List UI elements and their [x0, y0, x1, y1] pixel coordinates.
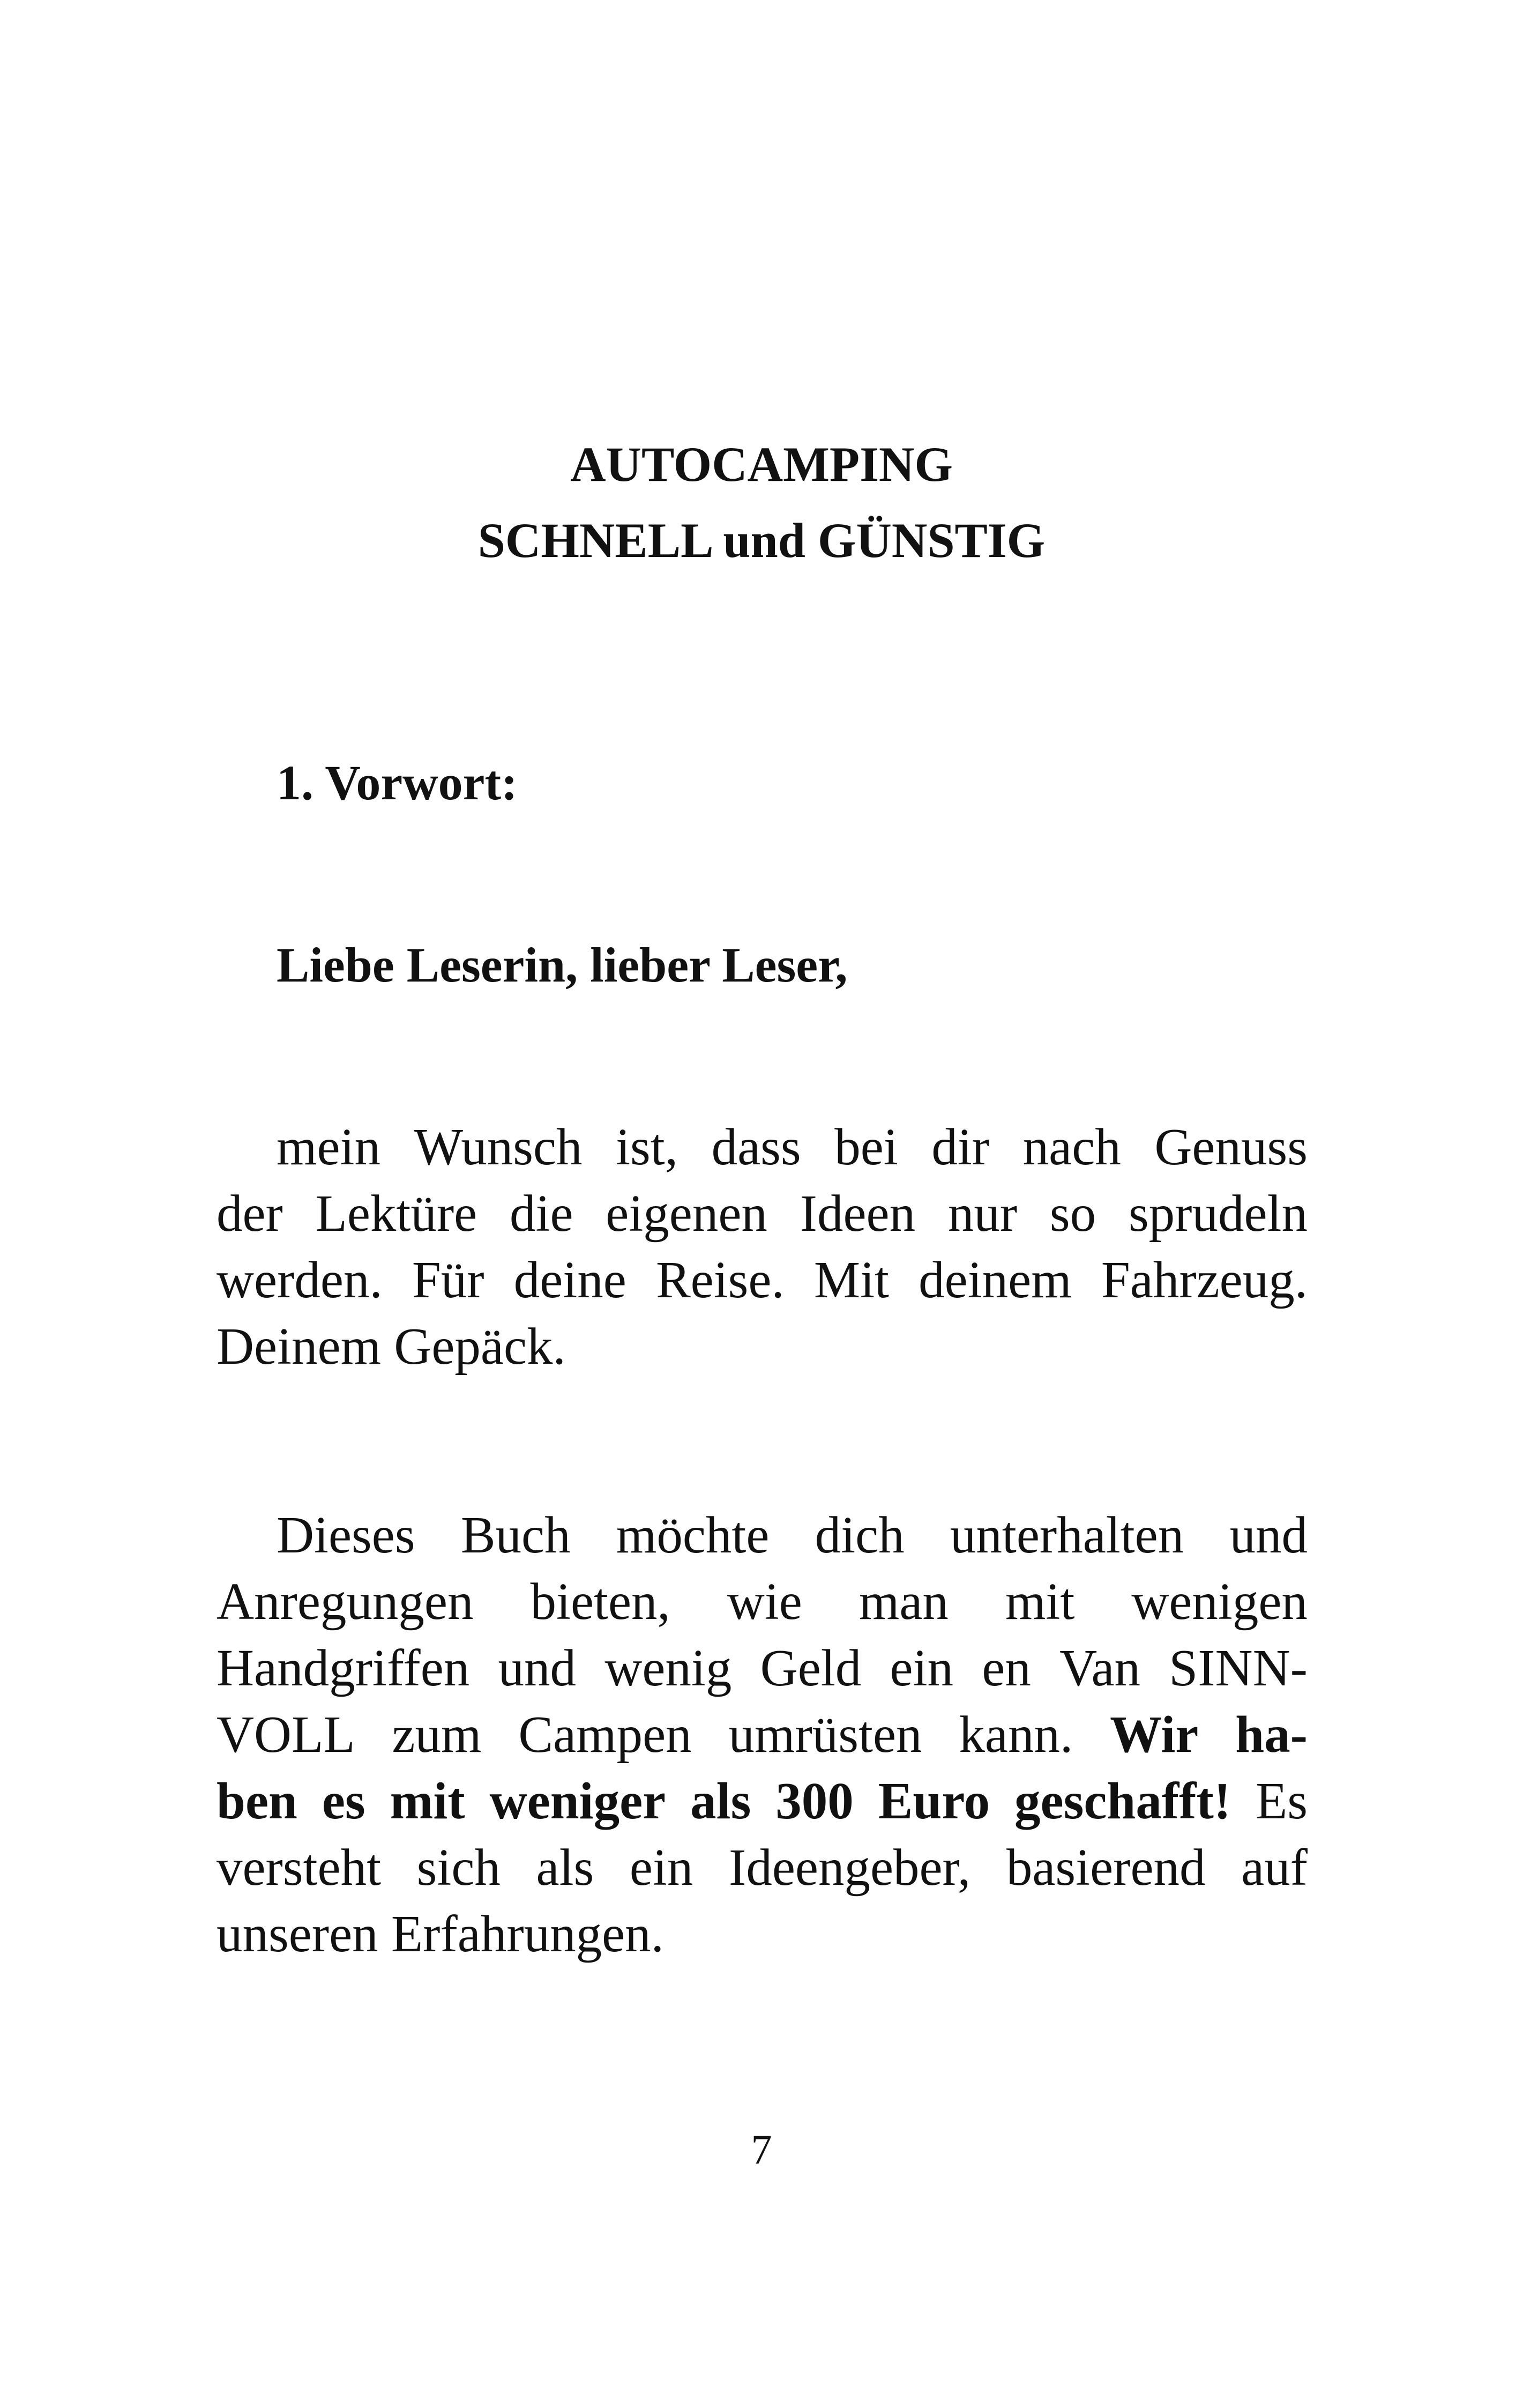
word: umrüsten [728, 1706, 922, 1763]
paragraph-2-line-7 [216, 1901, 1308, 1967]
word: Anregungen [216, 1573, 474, 1630]
word: wenig [604, 1639, 732, 1697]
word: wenigen [1131, 1573, 1308, 1630]
bold-word: geschafft! [1014, 1772, 1231, 1830]
paragraph-2-line-3 [216, 1635, 1308, 1701]
word: und [1229, 1506, 1308, 1564]
word: versteht [216, 1839, 382, 1896]
word: Buch [460, 1506, 571, 1564]
paragraph-1-line-3 [216, 1247, 1308, 1313]
word: Mit [813, 1251, 890, 1309]
bold-word: 300 [775, 1772, 854, 1830]
word: SINN- [1169, 1639, 1308, 1697]
paragraph-2-line-6 [216, 1834, 1308, 1901]
line-text: unseren Erfahrungen. [216, 1905, 664, 1963]
line-text: Deinem Gepäck. [216, 1318, 566, 1375]
word: ein [629, 1839, 693, 1896]
word: auf [1241, 1839, 1308, 1896]
bold-word: weniger [489, 1772, 666, 1830]
bold-word: es [322, 1772, 365, 1830]
greeting: Liebe Leserin, lieber Leser, [277, 938, 848, 992]
word: so [1049, 1185, 1096, 1242]
paragraph-1 [216, 1114, 1308, 1380]
word: Handgriffen [216, 1639, 470, 1697]
word: ein [890, 1639, 954, 1697]
paragraph-1-line-4 [216, 1313, 1308, 1380]
word: Van [1059, 1639, 1141, 1697]
title-line-2: SCHNELL und GÜNSTIG [477, 513, 1046, 568]
word: mit [1005, 1573, 1075, 1630]
word: mein [277, 1118, 380, 1176]
paragraph-2-line-4 [216, 1701, 1308, 1768]
paragraph-2 [216, 1502, 1308, 1967]
word: man [858, 1573, 949, 1630]
word: Campen [518, 1706, 692, 1763]
word: unterhalten [950, 1506, 1184, 1564]
bold-word: ben [216, 1772, 297, 1830]
bold-word: als [690, 1772, 751, 1830]
word: Für [412, 1251, 484, 1309]
bold-word: Wir [1110, 1706, 1199, 1763]
word: Geld [760, 1639, 862, 1697]
word: der [216, 1185, 283, 1242]
word: möchte [616, 1506, 770, 1564]
word: en [982, 1639, 1031, 1697]
paragraph-2-line-2 [216, 1569, 1308, 1635]
word: werden. [216, 1251, 383, 1309]
word: Genuss [1154, 1118, 1308, 1176]
word: wie [727, 1573, 802, 1630]
word: kann. [959, 1706, 1073, 1763]
page-number: 7 [751, 2126, 772, 2173]
word: sich [416, 1839, 501, 1896]
word: Dieses [277, 1506, 415, 1564]
word: als [536, 1839, 594, 1896]
word: dir [931, 1118, 990, 1176]
word: ist, [616, 1118, 678, 1176]
title-line-1: AUTOCAMPING [570, 437, 953, 492]
paragraph-1-line-2 [216, 1180, 1308, 1247]
word: die [510, 1185, 573, 1242]
word: dass [711, 1118, 801, 1176]
word: Lektüre [315, 1185, 477, 1242]
paragraph-2-line-1 [216, 1502, 1308, 1569]
word: deinem [919, 1251, 1072, 1309]
word: eigenen [606, 1185, 767, 1242]
word: nach [1022, 1118, 1121, 1176]
bold-word: Euro [878, 1772, 990, 1830]
paragraph-2-line-5 [216, 1768, 1308, 1834]
word: und [498, 1639, 577, 1697]
word: Ideengeber, [729, 1839, 971, 1896]
word: Fahrzeug. [1101, 1251, 1308, 1309]
word: Es [1255, 1772, 1308, 1830]
word: dich [815, 1506, 905, 1564]
word: deine [513, 1251, 626, 1309]
bold-word: mit [390, 1772, 465, 1830]
word: bei [834, 1118, 898, 1176]
bold-word: ha- [1235, 1706, 1308, 1763]
section-heading: 1. Vorwort: [277, 755, 518, 810]
word: bieten, [530, 1573, 670, 1630]
paragraph-1-line-1 [216, 1114, 1308, 1180]
word: Reise. [655, 1251, 785, 1309]
word: VOLL [216, 1706, 355, 1763]
word: basierend [1006, 1839, 1206, 1896]
word: zum [392, 1706, 482, 1763]
word: Ideen [800, 1185, 916, 1242]
book-title [0, 426, 1523, 578]
word: nur [947, 1185, 1018, 1242]
word: Wunsch [414, 1118, 583, 1176]
word: sprudeln [1128, 1185, 1308, 1242]
